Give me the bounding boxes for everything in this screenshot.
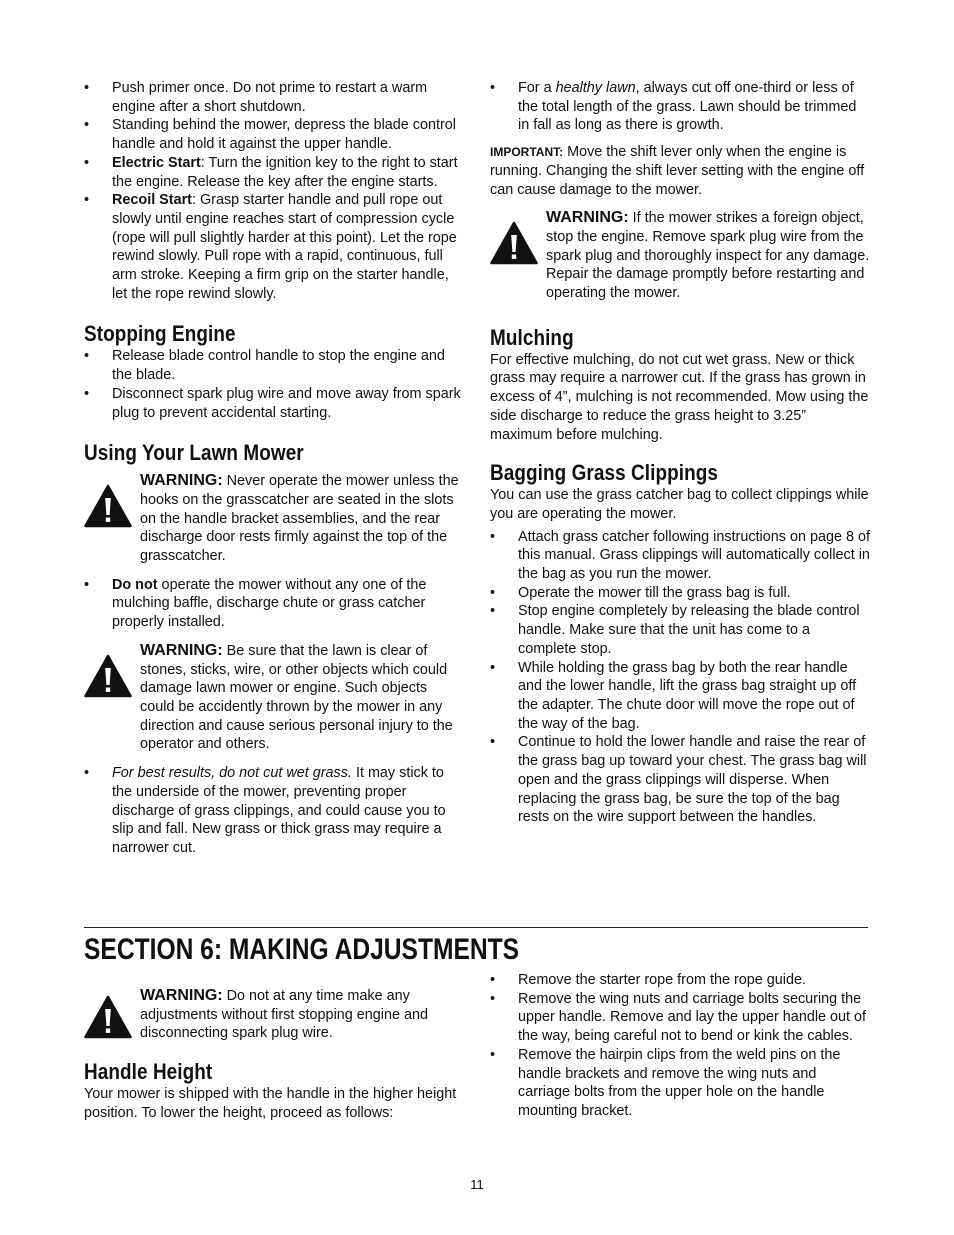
list-item: • Release blade control handle to stop the engine and the blade.	[84, 347, 464, 384]
warning-foreign-object	[490, 209, 870, 303]
warning-icon	[84, 995, 132, 1039]
bagging-list	[490, 528, 870, 827]
best-results-text: It may stick to the underside of the mower, preventing proper discharge of grass clippings, and could cause you to slip and fall. New grass or thick grass may require a narrower cut.	[112, 765, 446, 856]
list-item: • Remove the hairpin clips from the weld pins on the handle brackets and remove the wing nuts and carriage bolts from the upper hole on the handle mounting bracket.	[490, 1046, 870, 1121]
warning-icon	[84, 654, 132, 698]
warning-icon	[490, 221, 538, 265]
important-text: Move the shift lever only when the engine is running. Changing the shift lever setting with the engine off can cause damage to the mower.	[490, 144, 865, 198]
warning-text: Be sure that the lawn is clear of stones, sticks, wire, or other objects which could damage lawn mower or engine. Such objects could be accidently thrown by the mower in any direction and cause serious personal injury to the operator and others.	[140, 642, 453, 753]
do-not-text: operate the mower without any one of the mulching baffle, discharge chute or grass catcher properly installed.	[112, 576, 427, 631]
list-item: • Standing behind the mower, depress the blade control handle and hold it against the upper handle.	[84, 116, 464, 153]
warning-label: WARNING:	[140, 987, 223, 1004]
recoil-start-label: Recoil Start	[112, 192, 192, 209]
best-results-italic: For best results, do not cut wet grass.	[112, 765, 352, 782]
list-item	[84, 764, 464, 858]
page-number: 11	[470, 1177, 484, 1192]
section-title: SECTION 6: MAKING ADJUSTMENTS	[84, 933, 520, 966]
warning-label: WARNING:	[140, 641, 223, 659]
right-column	[490, 79, 870, 827]
bagging-intro: You can use the grass catcher bag to collect clippings while you are operating the mower.	[490, 487, 869, 522]
bagging-heading: Bagging Grass Clippings	[490, 460, 718, 486]
electric-start-label: Electric Start	[112, 154, 201, 171]
list-item: • Push primer once. Do not prime to restart a warm engine after a short shutdown.	[84, 79, 464, 116]
section-left-column	[84, 987, 468, 1123]
electric-start-text: : Turn the ignition key to the right to start the engine. Release the key after the engine starts.	[112, 154, 458, 190]
warning-hooks	[84, 472, 464, 566]
list-item	[490, 79, 870, 135]
section-right-column	[490, 971, 870, 1121]
section-divider	[84, 927, 868, 928]
stopping-engine-heading: Stopping Engine	[84, 321, 236, 347]
do-not-list	[84, 576, 464, 632]
using-lawn-mower-heading: Using Your Lawn Mower	[84, 440, 304, 466]
list-item: • Attach grass catcher following instructions on page 8 of this manual. Grass clippings will automatically collect in the bag as you run the mower.	[490, 528, 870, 584]
healthy-lawn-italic: healthy lawn	[555, 80, 636, 96]
healthy-lawn-list	[490, 79, 870, 135]
list-item: • Disconnect spark plug wire and move away from spark plug to prevent accidental starting.	[84, 385, 464, 422]
warning-adjustments	[84, 987, 468, 1043]
list-item: • Stop engine completely by releasing the blade control handle. Make sure that the unit has come to a complete stop.	[490, 602, 870, 658]
stopping-engine-list	[84, 347, 464, 422]
recoil-start-text: : Grasp starter handle and pull rope out slowly until engine reaches start of compression cycle (rope will pull slightly harder at this point). Let the rope rewind slowly. Pull rope with a rapid, continuous, full arm stroke. Keeping a firm grip on the starter handle, let the rope rewind slowly.	[112, 192, 457, 302]
starting-steps-list	[84, 79, 464, 303]
warning-label: WARNING:	[546, 209, 629, 227]
warning-text: Do not at any time make any adjustments without first stopping engine and disconnecting spark plug wire.	[140, 988, 428, 1042]
list-item: • Operate the mower till the grass bag is full.	[490, 584, 870, 603]
list-item	[84, 154, 464, 191]
handle-steps-list	[490, 971, 870, 1121]
warning-text: Never operate the mower unless the hooks on the grasscatcher are seated in the slots on the handle bracket assemblies, and the rear discharge door rests firmly against the top of the grasscatcher.	[140, 473, 459, 565]
healthy-pre: For a	[518, 80, 556, 96]
important-note	[490, 143, 870, 199]
left-column	[84, 79, 464, 858]
best-results-list	[84, 764, 464, 858]
warning-text: If the mower strikes a foreign object, stop the engine. Remove spark plug wire from the spark plug and thoroughly inspect for any damage. Repair the damage promptly before restarting and operating the mower.	[546, 210, 870, 302]
warning-label: WARNING:	[140, 472, 223, 490]
important-label: IMPORTANT:	[490, 145, 564, 160]
mulching-text: For effective mulching, do not cut wet grass. New or thick grass may require a narrower cut. If the grass has grown in excess of 4”, mulching is not recommended. Mow using the side discharge to reduce the grass height to 3.25” maximum before mulching.	[490, 351, 869, 443]
list-item	[84, 576, 464, 632]
list-item: • While holding the grass bag by both the rear handle and the lower handle, lift the grass bag straight up off the adapter. The chute door will move the rope out of the way of the bag.	[490, 659, 870, 734]
list-item: • Continue to hold the lower handle and raise the rear of the grass bag up toward your chest. The grass bag will open and the grass clippings will disperse. When replacing the grass bag, be sure the top of the bag rests on the wire support between the handles.	[490, 733, 870, 827]
healthy-lawn-text: , always cut off one-third or less of the total length of the grass. Lawn should be trimmed in fall as long as there is growth.	[518, 80, 857, 134]
handle-height-heading: Handle Height	[84, 1059, 213, 1085]
warning-icon	[84, 484, 132, 528]
list-item: • Remove the starter rope from the rope guide.	[490, 971, 870, 990]
warning-objects	[84, 642, 464, 754]
handle-height-text: Your mower is shipped with the handle in the higher height position. To lower the height, proceed as follows:	[84, 1086, 457, 1121]
list-item: • Remove the wing nuts and carriage bolts securing the upper handle. Remove and lay the upper handle out of the way, being careful not to bend or kink the cables.	[490, 990, 870, 1046]
mulching-heading: Mulching	[490, 324, 574, 350]
list-item	[84, 191, 464, 303]
do-not-label: Do not	[112, 576, 158, 593]
